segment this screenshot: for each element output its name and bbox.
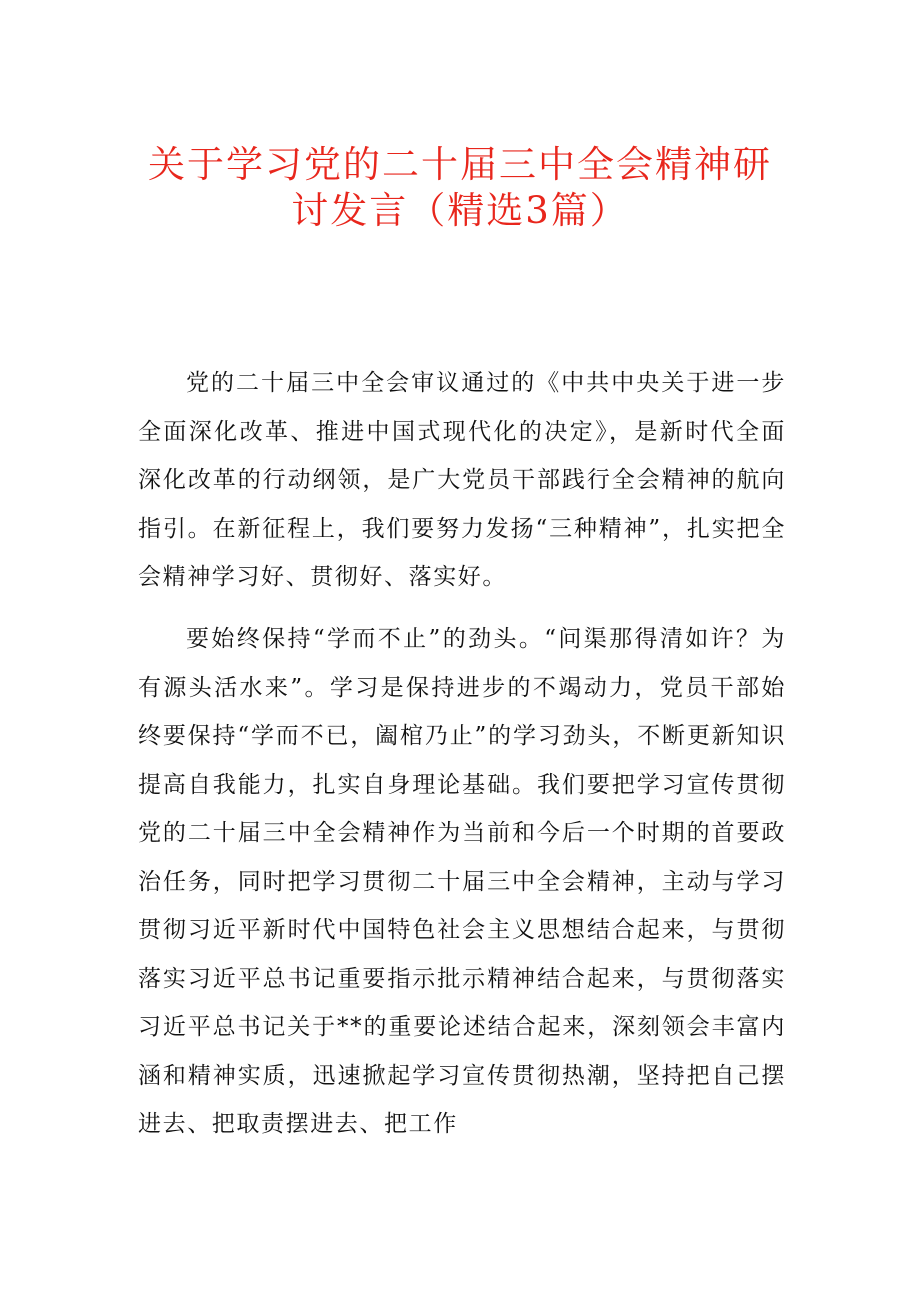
document-title — [120, 142, 800, 234]
body-paragraph-2: 要始终保持“学而不止”的劲头。“问渠那得清如许？为有源头活水来”。学习是保持进步的不竭动力，党员干部始终要保持“学而不已，阖棺乃止”的学习劲头，不断更新知识提高自我能力，扎实自身理论基础。我们要把学习宣传贯彻党的二十届三中全会精神作为当前和今后一个时期的首要政治任务，同时把学习贯彻二十届三中全会精神，主动与学习贯彻习近平新时代中国特色社会主义思想结合起来，与贯彻落实习近平总书记重要指示批示精神结合起来，与贯彻落实习近平总书记关于**的重要论述结合起来，深刻领会丰富内涵和精神实质，迅速掀起学习宣传贯彻热潮，坚持把自己摆进去、把取责摆进去、把工作 — [138, 626, 786, 1137]
document-title-line-1: 关于学习党的二十届三中全会精神研 — [148, 143, 772, 186]
document-title-line-2: 讨发言（精选3篇） — [291, 189, 629, 232]
body-paragraph-1: 党的二十届三中全会审议通过的《中共中央关于进一步全面深化改革、推进中国式现代化的决定》，是新时代全面深化改革的行动纲领，是广大党员干部践行全会精神的航向指引。在新征程上，我们要努力发扬“三种精神”，扎实把全会精神学习好、贯彻好、落实好。 — [138, 370, 786, 590]
